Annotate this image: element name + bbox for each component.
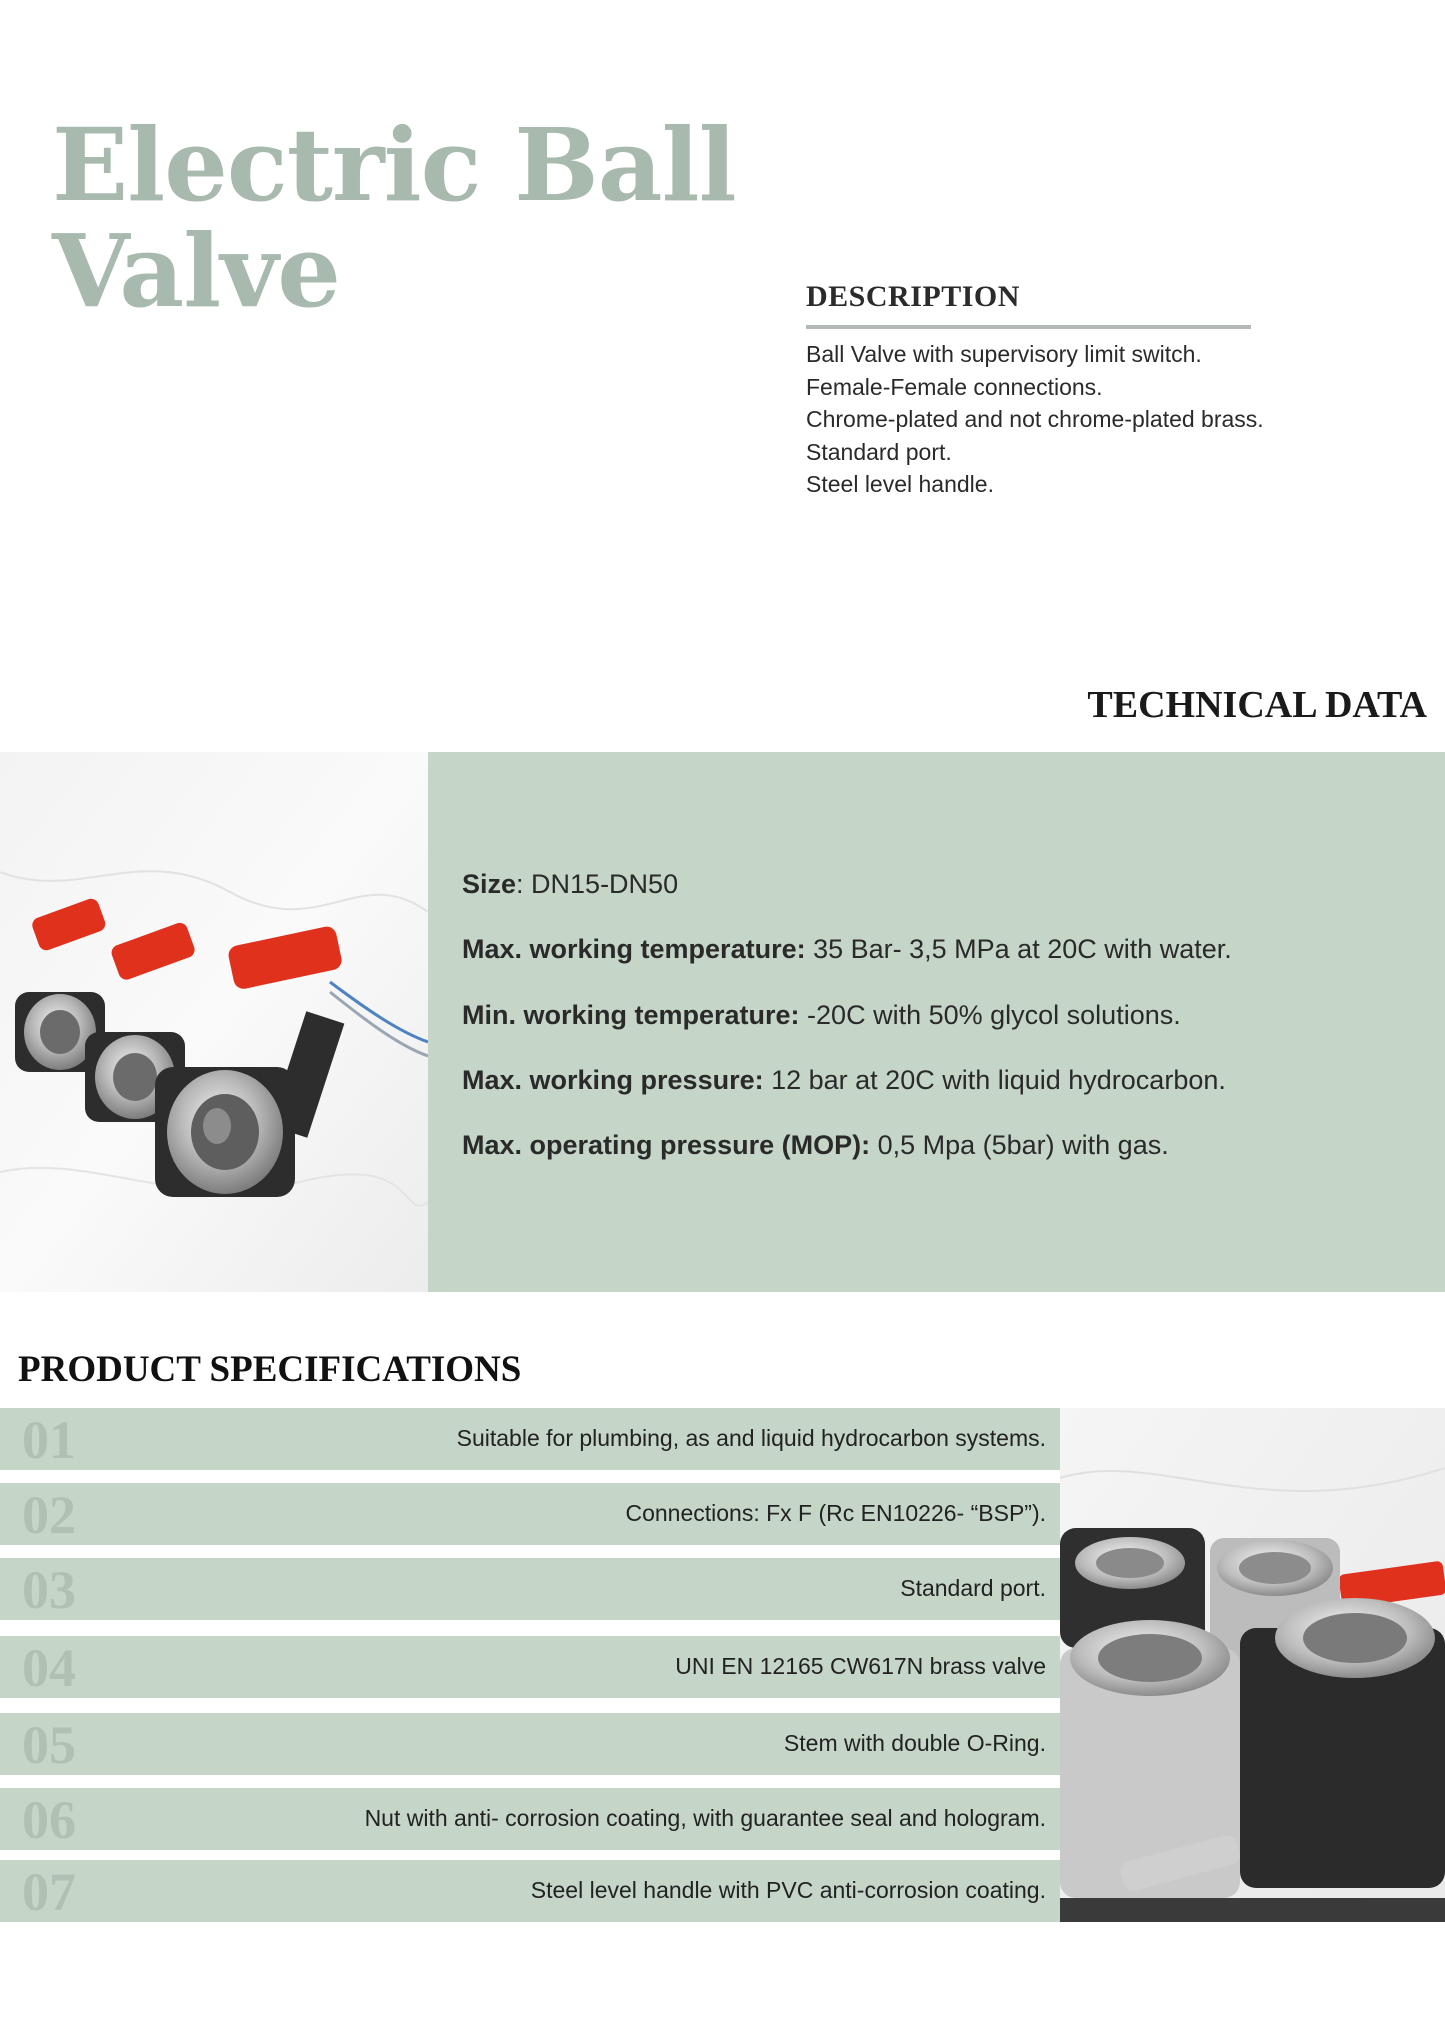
spec-row [0, 1788, 1060, 1850]
spec-row [0, 1558, 1060, 1620]
spec-row [0, 1408, 1060, 1470]
tech-item-max-pressure: Max. working pressure: 12 bar at 20C with liquid hydrocarbon. [462, 1064, 1226, 1095]
description-line: Standard port. [806, 438, 952, 465]
tech-item-mop: Max. operating pressure (MOP): 0,5 Mpa (5bar) with gas. [462, 1130, 1169, 1161]
spec-text: Connections: Fx F (Rc EN10226- “BSP”). [625, 1500, 1046, 1526]
spec-text: Stem with double O-Ring. [783, 1730, 1046, 1756]
spec-row [0, 1636, 1060, 1698]
technical-data-panel [428, 752, 1445, 1292]
description-divider [806, 325, 1251, 329]
description-line: Chrome-plated and not chrome-plated brass. [806, 406, 1264, 433]
spec-text: UNI EN 12165 CW617N brass valve [675, 1653, 1046, 1679]
spec-row [0, 1860, 1060, 1922]
technical-data-list [462, 852, 1232, 1178]
page-title [52, 106, 736, 330]
spec-text: Standard port. [900, 1575, 1046, 1601]
tech-item-size: Size: DN15-DN50 [462, 869, 679, 899]
spec-number: 04 [22, 1638, 76, 1698]
spec-text: Nut with anti- corrosion coating, with guarantee seal and hologram. [364, 1805, 1046, 1831]
ball-valves-photo [0, 752, 428, 1292]
title-line-1: Electric Ball [52, 106, 736, 224]
tech-item-max-temp: Max. working temperature: 35 Bar- 3,5 MPa at 20C with water. [462, 934, 1232, 965]
spec-row [0, 1483, 1060, 1545]
spec-row [0, 1713, 1060, 1775]
spec-number: 01 [22, 1410, 76, 1470]
description-line: Steel level handle. [806, 471, 994, 498]
valve-closeup-photo [1060, 1408, 1445, 1922]
description-heading: DESCRIPTION [806, 280, 1020, 313]
spec-text: Suitable for plumbing, as and liquid hydrocarbon systems. [456, 1425, 1046, 1451]
spec-number: 07 [22, 1862, 76, 1922]
product-specifications-heading: PRODUCT SPECIFICATIONS [18, 1349, 522, 1390]
tech-item-min-temp: Min. working temperature: -20C with 50% glycol solutions. [462, 999, 1181, 1030]
technical-data-heading: TECHNICAL DATA [1087, 684, 1427, 726]
spec-number: 03 [22, 1560, 76, 1620]
spec-number: 05 [22, 1715, 76, 1775]
spec-number: 02 [22, 1485, 76, 1545]
description-line: Ball Valve with supervisory limit switch. [806, 341, 1202, 367]
description-line: Female-Female connections. [806, 373, 1103, 400]
spec-number: 06 [22, 1790, 76, 1850]
spec-text: Steel level handle with PVC anti-corrosion coating. [530, 1877, 1046, 1903]
description-list [806, 338, 1264, 501]
title-line-2: Valve [52, 212, 340, 330]
